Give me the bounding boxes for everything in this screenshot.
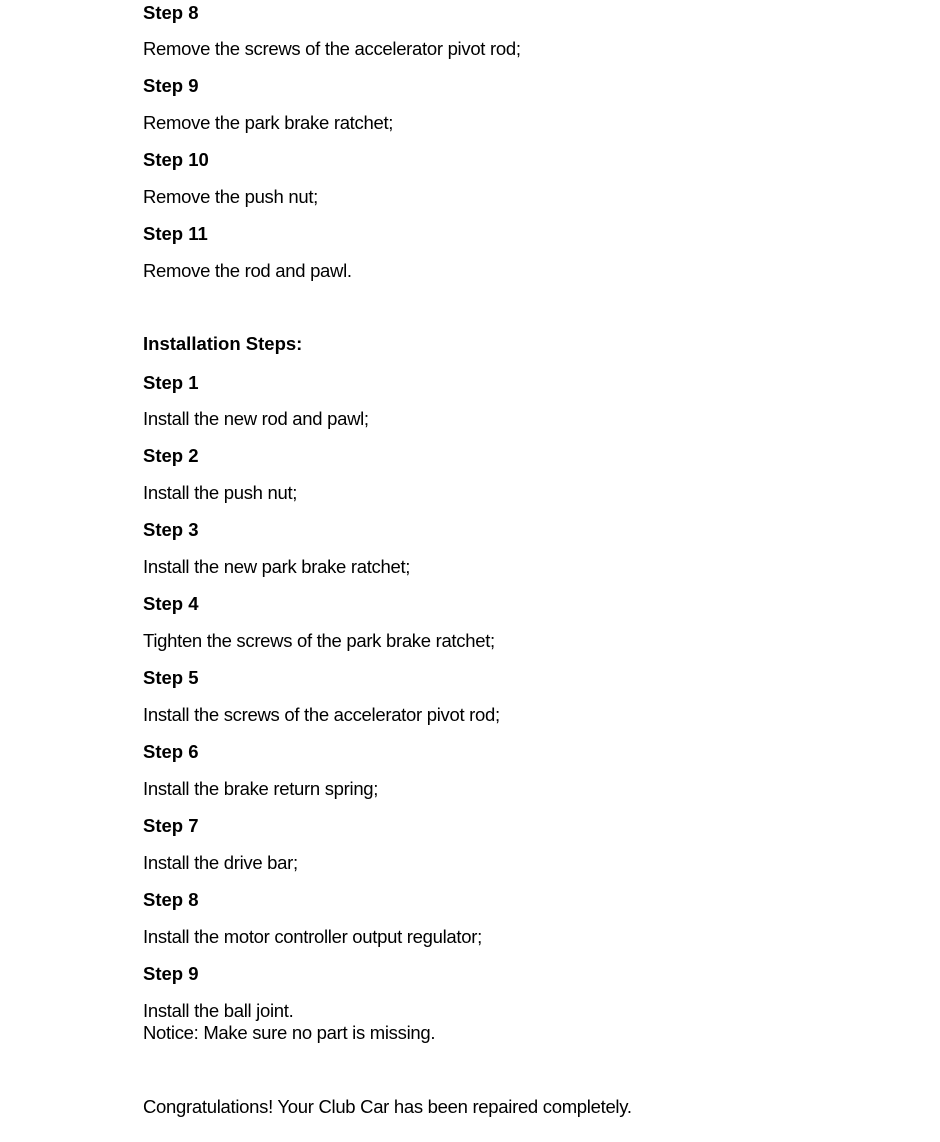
step-heading: Step 9 xyxy=(143,75,199,96)
step-text: Remove the screws of the accelerator pivot rod; xyxy=(143,38,521,59)
notice-text: Notice: Make sure no part is missing. xyxy=(143,1022,436,1043)
step-heading: Step 6 xyxy=(143,741,199,762)
step-heading: Step 11 xyxy=(143,223,208,244)
step-text: Install the new park brake ratchet; xyxy=(143,556,411,577)
step-text: Remove the rod and pawl. xyxy=(143,260,352,281)
step-text: Install the screws of the accelerator pivot rod; xyxy=(143,704,500,725)
step-text: Install the push nut; xyxy=(143,482,298,503)
step-text: Remove the push nut; xyxy=(143,186,318,207)
step-text: Install the motor controller output regulator; xyxy=(143,926,482,947)
step-heading: Step 8 xyxy=(143,2,199,23)
step-text: Install the brake return spring; xyxy=(143,778,379,799)
step-heading: Step 5 xyxy=(143,667,199,688)
step-heading: Step 1 xyxy=(143,372,199,393)
step-heading: Step 9 xyxy=(143,963,199,984)
step-text: Tighten the screws of the park brake ratchet; xyxy=(143,630,495,651)
step-text: Install the ball joint. xyxy=(143,1000,294,1021)
step-text: Install the new rod and pawl; xyxy=(143,408,369,429)
step-text: Install the drive bar; xyxy=(143,852,298,873)
step-heading: Step 7 xyxy=(143,815,199,836)
step-heading: Step 2 xyxy=(143,445,199,466)
step-heading: Step 3 xyxy=(143,519,199,540)
step-heading: Step 10 xyxy=(143,149,209,170)
closing-text: Congratulations! Your Club Car has been repaired completely. xyxy=(143,1096,632,1117)
section-heading: Installation Steps: xyxy=(143,333,303,354)
step-text: Remove the park brake ratchet; xyxy=(143,112,394,133)
step-heading: Step 8 xyxy=(143,889,199,910)
step-heading: Step 4 xyxy=(143,593,199,614)
